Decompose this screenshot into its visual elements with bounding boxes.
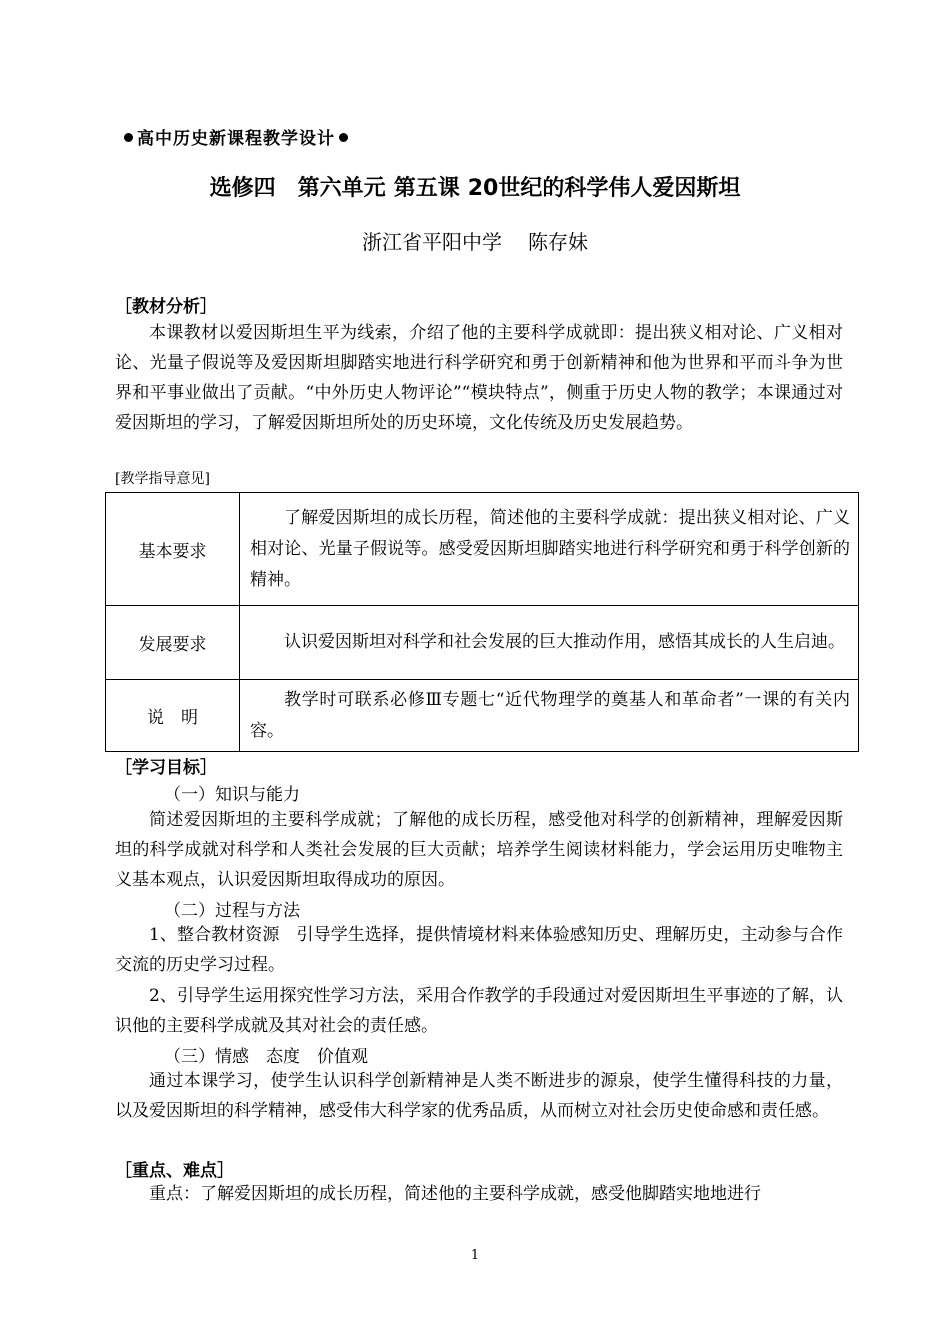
bullet-dot-icon (124, 133, 133, 142)
table-row (106, 606, 859, 680)
author-school: 浙江省平阳中学 (362, 230, 502, 254)
lesson-title-module: 选修四 (209, 176, 276, 201)
series-title-text: 高中历史新课程教学设计 (137, 129, 335, 149)
objective-emotion-text: 通过本课学习，使学生认识科学创新精神是人类不断进步的源泉，使学生懂得科技的力量，以及爱因斯坦的科学精神，感受伟大科学家的优秀品质，从而树立对社会历史使命感和责任感。 (115, 1071, 843, 1121)
material-analysis-text: 本课教材以爱因斯坦生平为线索，介绍了他的主要科学成就即：提出狭义相对论、广义相对论、光量子假说等及爱因斯坦脚踏实地进行科学研究和勇于创新精神和他为世界和平而斗争为世界和平事业做出了贡献。“中外历史人物评论”“模块特点”，侧重于历史人物的教学；本课通过对爱因斯坦的学习，了解爱因斯坦所处的历史环境，文化传统及历史发展趋势。 (115, 323, 843, 433)
objective-process-item-1: 1、整合教材资源 引导学生选择，提供情境材料来体验感知历史、理解历史，主动参与合作交流的历史学习过程。 (115, 925, 843, 975)
table-cell-key: 基本要求 (106, 493, 240, 606)
objective-process-title: （二）过程与方法 (164, 901, 300, 921)
lesson-title (0, 171, 950, 202)
table-cell-key: 说 明 (106, 680, 240, 752)
lesson-title-lesson: 第五课 (393, 176, 460, 201)
objective-process-item-2: 2、引导学生运用探究性学习方法，采用合作教学的手段通过对爱因斯坦生平事迹的了解，认识他的主要科学成就及其对社会的责任感。 (115, 986, 843, 1036)
objective-knowledge-title: （一）知识与能力 (164, 785, 300, 805)
lesson-title-topic: 20世纪的科学伟人爱因斯坦 (467, 176, 741, 201)
section-heading-material: ［教材分析］ (115, 297, 217, 317)
page-number: 1 (470, 1248, 480, 1263)
author-line (0, 226, 950, 255)
table-cell-value: 教学时可联系必修Ⅲ专题七“近代物理学的奠基人和革命者”一课的有关内容。 (240, 680, 859, 752)
table-cell-value: 了解爱因斯坦的成长历程，简述他的主要科学成就：提出狭义相对论、广义相对论、光量子假说等。感受爱因斯坦脚踏实地进行科学研究和勇于科学创新的精神。 (240, 493, 859, 606)
table-row (106, 493, 859, 606)
guidance-label: [教学指导意见] (115, 471, 210, 487)
author-name: 陈存妹 (528, 230, 588, 254)
series-title (120, 124, 352, 149)
lesson-title-unit: 第六单元 (297, 176, 386, 201)
objective-knowledge-text: 简述爱因斯坦的主要科学成就；了解他的成长历程，感受他对科学的创新精神，理解爱因斯坦的科学成就对科学和人类社会发展的巨大贡献；培养学生阅读材料能力，学会运用历史唯物主义基本观点，认识爱因斯坦取得成功的原因。 (115, 810, 843, 890)
section-heading-objectives: ［学习目标］ (115, 758, 217, 778)
objective-emotion-title: （三）情感 态度 价值观 (164, 1047, 368, 1067)
table-cell-key: 发展要求 (106, 606, 240, 680)
bullet-dot-icon (339, 133, 348, 142)
key-points-text: 重点：了解爱因斯坦的成长历程，简述他的主要科学成就，感受他脚踏实地地进行 (149, 1184, 761, 1204)
guidance-table (105, 492, 859, 752)
table-row (106, 680, 859, 752)
table-cell-value: 认识爱因斯坦对科学和社会发展的巨大推动作用，感悟其成长的人生启迪。 (240, 606, 859, 680)
section-heading-key-points: ［重点、难点］ (115, 1161, 234, 1181)
